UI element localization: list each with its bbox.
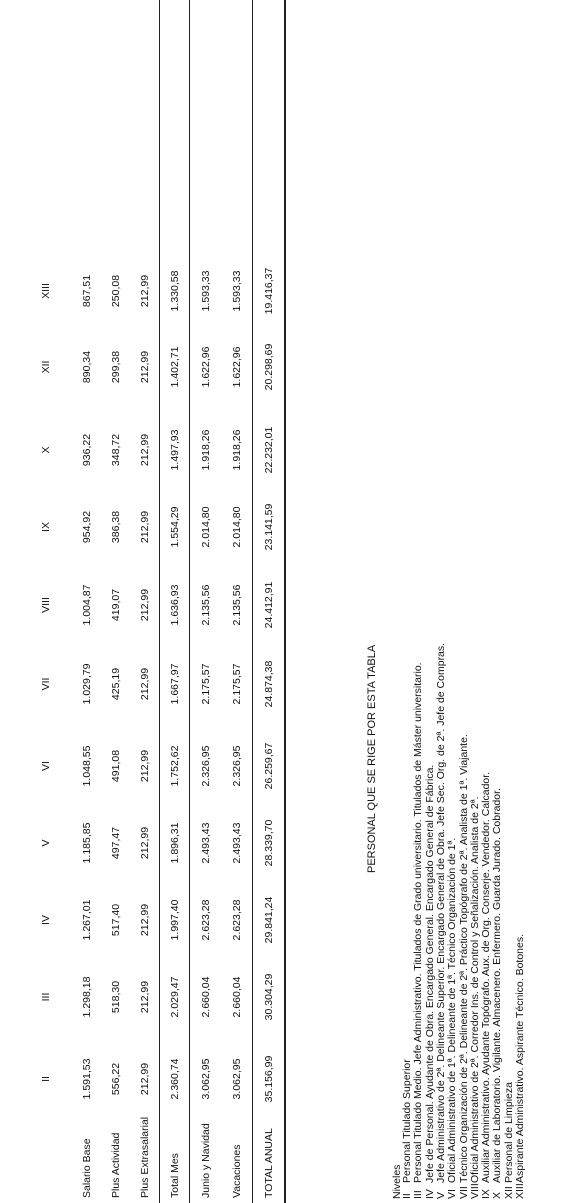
column-header: III bbox=[40, 992, 52, 1002]
table-cell: 1.185,85 bbox=[81, 822, 93, 864]
table-cell: 1.752,62 bbox=[169, 745, 181, 787]
table-cell: 1.267,01 bbox=[81, 899, 93, 941]
table-cell: 24.412,91 bbox=[263, 581, 275, 629]
legend-level: III bbox=[412, 1190, 425, 1199]
legend-description: Oficial Administrativo de 2ª. Corredor Ins. de Control y Señalización. Analista de 2ª. bbox=[468, 796, 481, 1183]
column-header: IV bbox=[40, 915, 52, 925]
table-cell: 517,40 bbox=[110, 903, 122, 937]
legend-description: Jefe de Personal. Ayudante de Obra. Encargado General. Encargado General de Fábrica. bbox=[423, 764, 436, 1183]
table-cell: 936,22 bbox=[81, 433, 93, 467]
table-cell: 1.402,71 bbox=[169, 346, 181, 388]
table-cell: 2.326,95 bbox=[200, 745, 212, 787]
table-cell: 2.029,47 bbox=[169, 976, 181, 1018]
table-cell: 26.259,67 bbox=[263, 742, 275, 790]
table-rule bbox=[159, 0, 160, 1203]
table-cell: 299,38 bbox=[110, 350, 122, 384]
table-cell: 2.135,56 bbox=[200, 584, 212, 626]
table-cell: 2.014,80 bbox=[200, 506, 212, 548]
legend-level: X bbox=[491, 1191, 504, 1199]
table-cell: 386,38 bbox=[110, 510, 122, 544]
table-cell: 212,99 bbox=[139, 350, 151, 384]
legend-level: IV bbox=[423, 1189, 436, 1199]
table-cell: 1.918,26 bbox=[200, 429, 212, 471]
legend-description: Técnico Organización de 2ª. Delineante de 2ª. Práctico Topógrafo de 2ª. Analista de 1ª. Viajante. bbox=[457, 734, 470, 1183]
column-header: IX bbox=[40, 522, 52, 532]
table-cell: 1.004,87 bbox=[81, 584, 93, 626]
column-header: XII bbox=[40, 360, 52, 374]
table-cell: 212,99 bbox=[139, 588, 151, 622]
caption: PERSONAL QUE SE RIGE POR ESTA TABLA bbox=[366, 644, 378, 873]
table-cell: 2.175,57 bbox=[231, 663, 243, 705]
table-cell: 212,99 bbox=[139, 826, 151, 860]
row-label: Plus Extrasalarial bbox=[139, 1116, 151, 1198]
table-cell: 2.135,56 bbox=[231, 584, 243, 626]
legend-description: Personal Titulado Medio. Jefe Administrativo. Titulados de Grado universitario. Titulados de Máster universitario. bbox=[412, 662, 425, 1183]
table-cell: 2.493,43 bbox=[231, 822, 243, 864]
legend-description: Auxiliar de Laboratorio. Vigilante. Almacenero. Enfermero. Guarda Jurado. Cobrador. bbox=[491, 788, 504, 1183]
row-label: Junio y Navidad bbox=[200, 1123, 212, 1198]
table-cell: 250,08 bbox=[110, 274, 122, 308]
row-label: Total Mes bbox=[169, 1153, 181, 1198]
legend-level: IX bbox=[480, 1189, 493, 1199]
column-header: XIII bbox=[40, 283, 52, 299]
legend-level: VIII bbox=[468, 1183, 481, 1199]
table-cell: 2.360,74 bbox=[169, 1058, 181, 1100]
table-cell: 348,72 bbox=[110, 433, 122, 467]
legend-level: VII bbox=[457, 1186, 470, 1199]
table-cell: 1.593,33 bbox=[231, 270, 243, 312]
table-cell: 419,07 bbox=[110, 588, 122, 622]
table-cell: 2.175,57 bbox=[200, 663, 212, 705]
table-rule bbox=[252, 0, 253, 1203]
legend-level: XIII bbox=[514, 1183, 526, 1199]
table-cell: 497,47 bbox=[110, 826, 122, 860]
table-cell: 19.416,37 bbox=[263, 267, 275, 315]
legend-description: Personal Titulado Superior bbox=[401, 1059, 413, 1183]
legend-level: XII bbox=[502, 1186, 515, 1199]
legend-level: II bbox=[401, 1193, 413, 1199]
legend-description: Jefe Administrativo de 2ª. Delineante Superior. Encargado General de Obra. Jefe Sec. Org. de 2ª. Jefe de Compras. bbox=[434, 642, 447, 1183]
table-cell: 491,08 bbox=[110, 749, 122, 783]
table-cell: 1.554,29 bbox=[169, 506, 181, 548]
table-cell: 1.593,33 bbox=[200, 270, 212, 312]
table-cell: 212,99 bbox=[139, 903, 151, 937]
table-cell: 1.896,31 bbox=[169, 822, 181, 864]
table-cell: 2.326,95 bbox=[231, 745, 243, 787]
table-cell: 1.029,79 bbox=[81, 663, 93, 705]
legend-level: V bbox=[434, 1191, 447, 1199]
column-header: II bbox=[40, 1076, 52, 1082]
table-cell: 23.141,59 bbox=[263, 503, 275, 551]
row-label: Salario Base bbox=[81, 1138, 93, 1198]
column-header: VII bbox=[40, 677, 52, 691]
table-cell: 3.062,95 bbox=[231, 1058, 243, 1100]
table-cell: 2.660,04 bbox=[200, 976, 212, 1018]
table-cell: 212,99 bbox=[139, 433, 151, 467]
table-cell: 1.622,96 bbox=[231, 346, 243, 388]
table-cell: 890,34 bbox=[81, 350, 93, 384]
table-cell: 24.874,38 bbox=[263, 660, 275, 708]
table-cell: 425,19 bbox=[110, 667, 122, 701]
table-cell: 1.048,55 bbox=[81, 745, 93, 787]
table-cell: 212,99 bbox=[139, 749, 151, 783]
table-cell: 2.493,43 bbox=[200, 822, 212, 864]
legend-description: Aspirante Administrativo. Aspirante Técnico. Botones. bbox=[514, 933, 526, 1183]
legend-description: Oficial Administrativo de 1ª. Delineante de 1ª. Técnico Organización de 1ª. bbox=[446, 837, 459, 1183]
table-cell: 1.591,53 bbox=[81, 1058, 93, 1100]
table-cell: 212,99 bbox=[139, 667, 151, 701]
table-cell: 2.014,80 bbox=[231, 506, 243, 548]
table-cell: 867,51 bbox=[81, 274, 93, 308]
table-cell: 212,99 bbox=[139, 980, 151, 1014]
table-cell: 2.623,28 bbox=[200, 899, 212, 941]
column-header: VIII bbox=[40, 597, 52, 613]
column-header: V bbox=[40, 839, 52, 847]
table-cell: 2.660,04 bbox=[231, 976, 243, 1018]
legend-description: Personal de Limpieza bbox=[502, 1082, 515, 1183]
row-label: Plus Actividad bbox=[110, 1132, 122, 1198]
legend-description: Auxiliar Administrativo. Ayudante Topógrafo. Aux. de Org. Conserje. Vendedor. Calcador. bbox=[480, 771, 493, 1183]
table-cell: 29.841,24 bbox=[263, 896, 275, 944]
table-rule bbox=[284, 0, 286, 1203]
table-cell: 212,99 bbox=[139, 274, 151, 308]
table-cell: 1.330,58 bbox=[169, 270, 181, 312]
table-cell: 518,30 bbox=[110, 980, 122, 1014]
table-cell: 556,22 bbox=[110, 1062, 122, 1096]
table-cell: 1.298,18 bbox=[81, 976, 93, 1018]
table-cell: 1.997,40 bbox=[169, 899, 181, 941]
table-cell: 1.636,93 bbox=[169, 584, 181, 626]
table-cell: 28.339,70 bbox=[263, 819, 275, 867]
row-label: TOTAL ANUAL bbox=[263, 1128, 275, 1198]
table-cell: 22.232,01 bbox=[263, 426, 275, 474]
table-cell: 1.497,93 bbox=[169, 429, 181, 471]
table-cell: 1.622,96 bbox=[200, 346, 212, 388]
column-header: VI bbox=[40, 761, 52, 771]
table-rule bbox=[189, 0, 190, 1203]
column-header: X bbox=[40, 446, 52, 454]
legend-level: VI bbox=[446, 1189, 459, 1199]
table-cell: 3.062,95 bbox=[200, 1058, 212, 1100]
table-cell: 30.304,29 bbox=[263, 973, 275, 1021]
table-cell: 20.298,69 bbox=[263, 343, 275, 391]
table-cell: 954,92 bbox=[81, 510, 93, 544]
table-cell: 2.623,28 bbox=[231, 899, 243, 941]
table-cell: 212,99 bbox=[139, 1062, 151, 1096]
row-label: Vacaciones bbox=[231, 1144, 243, 1198]
table-cell: 212,99 bbox=[139, 510, 151, 544]
legend-title: Niveles bbox=[391, 1164, 403, 1199]
table-cell: 1.918,26 bbox=[231, 429, 243, 471]
table-cell: 35.156,99 bbox=[263, 1055, 275, 1103]
table-cell: 1.667,97 bbox=[169, 663, 181, 705]
